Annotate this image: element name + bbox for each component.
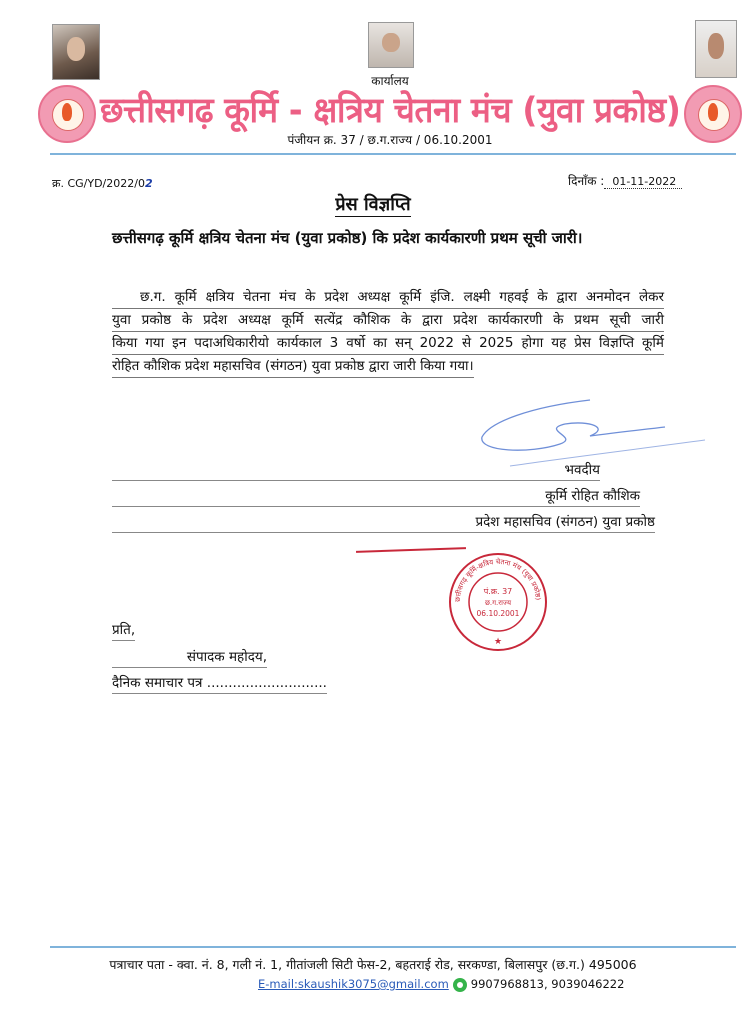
registration-number: पंजीयन क्र. 37 / छ.ग.राज्य / 06.10.2001	[287, 133, 493, 147]
footer-divider	[50, 946, 736, 948]
paragraph-line: रोहित कौशिक प्रदेश महासचिव (संगठन) युवा प्रकोष्ठ द्वारा जारी किया गया।	[112, 356, 474, 378]
stamp-line: पं.क्र. 37	[483, 587, 513, 596]
correspondence-address: पत्राचार पता - क्वा. नं. 8, गली नं. 1, गीतांजली सिटी फेस-2, बहतराई रोड, सरकण्डा, बिलासपुर (छ.ग.) 495006	[109, 957, 637, 972]
stamp-ring-text: छत्तीसगढ़ कूर्मि-क्षत्रिय चेतना मंच (युवा प्रकोष्ठ)	[453, 557, 542, 603]
signoff-closing: भवदीय	[112, 460, 600, 481]
phone-numbers: 9907968813, 9039046222	[470, 977, 625, 991]
press-release-subheading: छत्तीसगढ़ कूर्मि क्षत्रिय चेतना मंच (युवा प्रकोष्ठ) कि प्रदेश कार्यकारणी प्रथम सूची जारी।	[112, 229, 583, 247]
organization-name-box	[100, 86, 680, 134]
portrait-photo-center	[368, 22, 414, 68]
recipient-to: प्रति,	[112, 620, 135, 641]
stamp-line: 06.10.2001	[476, 609, 520, 618]
press-release-heading: प्रेस विज्ञप्ति	[335, 194, 411, 215]
office-label: कार्यालय	[371, 74, 409, 88]
paragraph-line: किया गया इन पदाअधिकारीयो कार्यकाल 3 वर्षो का सन् 2022 से 2025 होगा यह प्रेस विज्ञप्ति कूर्मि	[112, 333, 664, 355]
paragraph-line: युवा प्रकोष्ठ के प्रदेश अध्यक्ष कूर्मि सत्येंद्र कौशिक के द्वारा प्रदेश कार्यकारणी के प्रथम सूची जारी	[112, 310, 664, 332]
date-value: 01-11-2022	[604, 175, 682, 189]
org-logo-left	[38, 85, 96, 143]
portrait-photo-right	[695, 20, 737, 78]
star-icon: ★	[493, 637, 503, 647]
organization-name: छत्तीसगढ़ कूर्मि - क्षत्रिय चेतना मंच (युवा प्रकोष्ठ)	[100, 91, 681, 131]
contact-line	[258, 977, 624, 992]
paragraph-line: छ.ग. कूर्मि क्षत्रिय चेतना मंच के प्रदेश अध्यक्ष कूर्मि इंजि. लक्ष्मी गहवई के द्वारा अनमोदन लेकर	[112, 287, 664, 309]
whatsapp-icon	[453, 978, 467, 992]
org-logo-right	[684, 85, 742, 143]
reference-number: क्र. CG/YD/2022/02	[52, 177, 153, 190]
signatory-designation: प्रदेश महासचिव (संगठन) युवा प्रकोष्ठ	[112, 512, 655, 533]
recipient-newspaper: दैनिक समाचार पत्र ............................	[112, 673, 327, 694]
header-divider	[50, 153, 736, 155]
official-stamp	[446, 550, 550, 654]
recipient-editor: संपादक महोदय,	[112, 647, 267, 668]
signatory-name: कूर्मि रोहित कौशिक	[112, 486, 640, 507]
stamp-line: छ.ग.राज्य	[484, 599, 512, 607]
date-field: दिनाँक : 01-11-2022	[568, 172, 682, 189]
email-link[interactable]: E-mail:skaushik3075@gmail.com	[258, 977, 449, 991]
portrait-photo-left	[52, 24, 100, 80]
